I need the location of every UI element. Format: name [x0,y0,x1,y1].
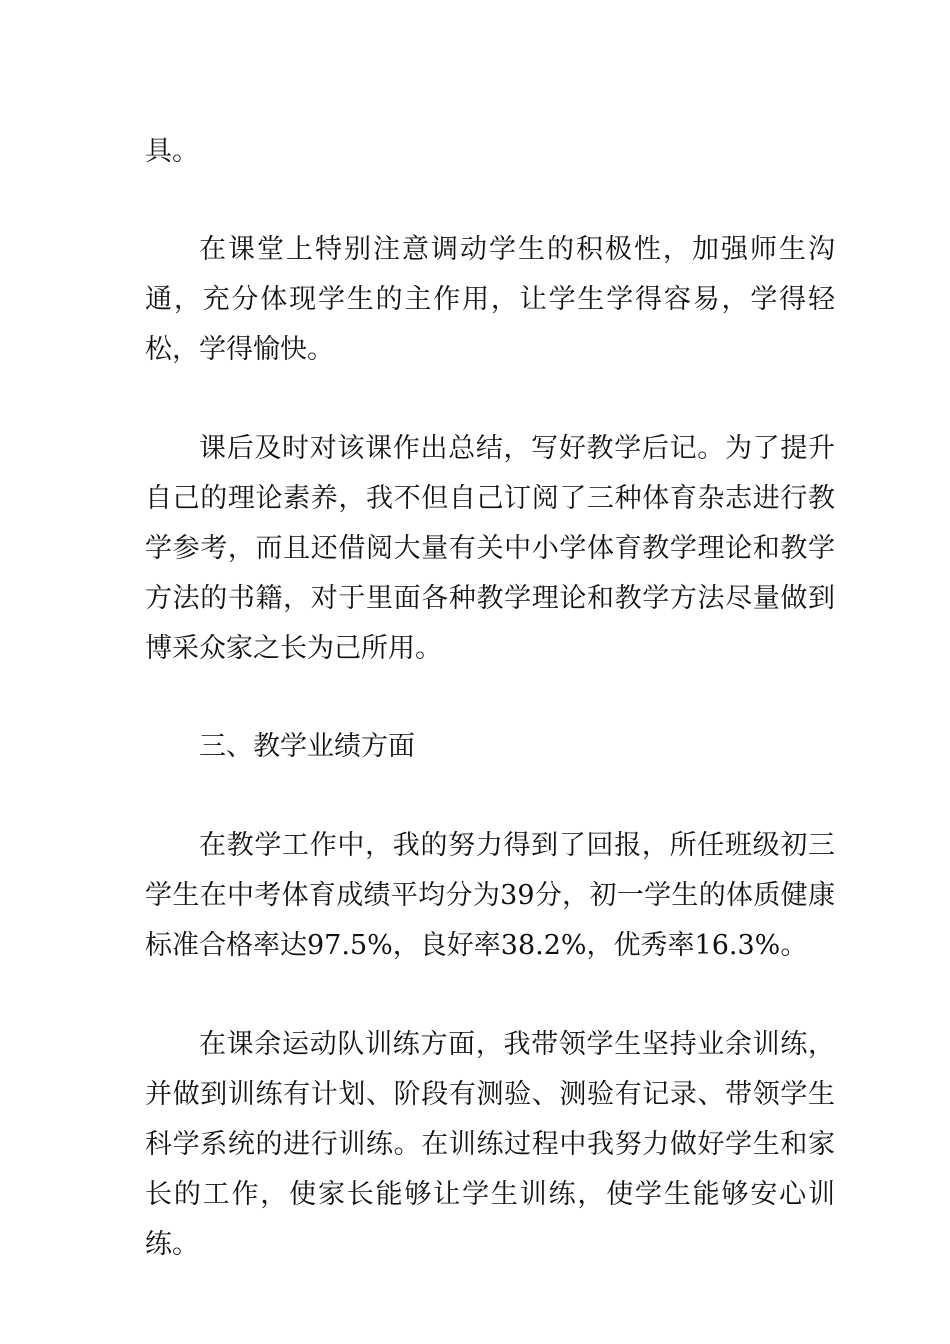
paragraph-team-training: 在课余运动队训练方面，我带领学生坚持业余训练，并做到训练有计划、阶段有测验、测验有记录、带领学生科学系统的进行训练。在训练过程中我努力做好学生和家长的工作，使家长能够让学生训练，使学生能够安心训练。 [145,1029,835,1260]
paragraph-achievements: 在教学工作中，我的努力得到了回报，所任班级初三学生在中考体育成绩平均分为39分，初一学生的体质健康标准合格率达97.5%，良好率38.2%，优秀率16.3%。 [145,830,835,961]
paragraph-continuation: 具。 [145,136,199,167]
paragraph-classroom: 在课堂上特别注意调动学生的积极性，加强师生沟通，充分体现学生的主作用，让学生学得容易，学得轻松，学得愉快。 [145,234,835,365]
paragraph-after-class: 课后及时对该课作出总结，写好教学后记。为了提升自己的理论素养，我不但自己订阅了三种体育杂志进行教学参考，而且还借阅大量有关中小学体育教学理论和教学方法的书籍，对于里面各种教学理论和教学方法尽量做到博采众家之长为己所用。 [145,433,835,664]
section-heading: 三、教学业绩方面 [199,731,415,762]
